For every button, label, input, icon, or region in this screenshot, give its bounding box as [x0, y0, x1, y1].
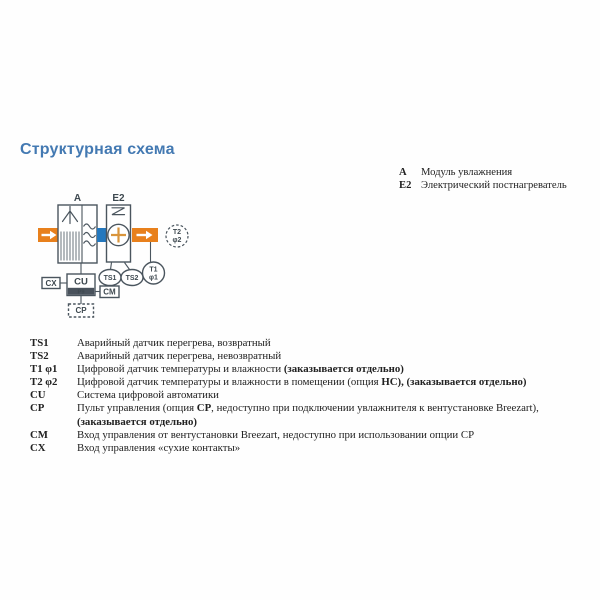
definition-row-t1 — [30, 363, 590, 376]
definition-key: CP — [30, 402, 45, 415]
svg-text:CM: CM — [103, 287, 116, 297]
svg-text:CX: CX — [45, 278, 57, 288]
legend-row-a — [399, 167, 567, 180]
breezart-input-block — [95, 286, 119, 298]
definition-text: Вход управления от вентустановки Breezart, недоступно при использовании опции СР — [77, 428, 475, 441]
definition-row-ts2 — [30, 350, 590, 363]
svg-text:TS2: TS2 — [125, 275, 139, 282]
definitions-list — [30, 337, 590, 455]
svg-text:T2: T2 — [172, 229, 182, 236]
definition-text: Цифровой датчик температуры и влажности в помещении (опция НС), (заказывается отдельно) — [77, 376, 527, 389]
definition-key: CM — [30, 428, 48, 441]
definition-row-cu — [30, 389, 590, 402]
legend-text: Электрический постнагреватель — [421, 179, 567, 191]
sensor-ts1 — [99, 263, 121, 286]
evaporative-pad-icon — [61, 232, 79, 261]
definition-key: T2 φ2 — [30, 376, 58, 389]
structural-diagram — [30, 192, 230, 327]
definition-text: Аварийный датчик перегрева, возвратный — [77, 337, 271, 349]
humidifier-module-box — [58, 205, 97, 263]
definition-key: TS1 — [30, 337, 49, 349]
definition-key: T1 φ1 — [30, 363, 58, 376]
svg-text:φ1: φ1 — [149, 274, 158, 282]
water-connector — [97, 228, 107, 242]
legend-row-e2 — [399, 180, 567, 193]
legend-key: E2 — [399, 179, 412, 191]
sensor-t2-phi2 — [166, 225, 188, 247]
air-duct-out — [132, 228, 158, 242]
definition-key: CX — [30, 441, 46, 454]
definition-row-cp — [30, 402, 590, 428]
definition-text: Цифровой датчик температуры и влажности (заказывается отдельно) — [77, 363, 404, 376]
sensor-t1-phi1 — [143, 242, 165, 284]
definition-row-t2 — [30, 376, 590, 389]
definition-text: Пульт управления (опция СР, недоступно при подключении увлажнителя к вентустановке Breezart), (заказывается отдельно) — [77, 402, 539, 428]
definition-text: Аварийный датчик перегрева, невозвратный — [77, 350, 282, 363]
module-e2-label: E2 — [112, 193, 125, 204]
definition-text: Система цифровой автоматики — [77, 389, 219, 402]
page-title: Структурная схема — [20, 141, 175, 158]
air-duct-in — [38, 228, 59, 242]
postheater-module-box — [107, 205, 131, 262]
definition-row-cm — [30, 429, 590, 442]
definition-key: CU — [30, 389, 46, 402]
definition-row-ts1 — [30, 337, 590, 350]
definition-key: TS2 — [30, 350, 49, 363]
svg-text:CP: CP — [75, 306, 87, 315]
legend — [399, 167, 567, 193]
module-a-label: A — [73, 193, 82, 204]
svg-text:P9: P9 — [77, 289, 85, 296]
legend-text: Модуль увлажнения — [421, 167, 513, 178]
control-unit-block — [67, 263, 95, 296]
svg-text:φ2: φ2 — [172, 237, 182, 244]
dry-contacts-input-block — [42, 278, 67, 289]
svg-text:TS1: TS1 — [103, 275, 117, 282]
definition-text: Вход управления «сухие контакты» — [77, 441, 241, 454]
svg-text:CU: CU — [74, 276, 88, 288]
legend-key: A — [399, 167, 407, 178]
sensor-ts2 — [121, 263, 143, 286]
definition-row-cx — [30, 442, 590, 455]
svg-text:T1: T1 — [149, 266, 158, 274]
control-panel-block — [69, 296, 94, 318]
